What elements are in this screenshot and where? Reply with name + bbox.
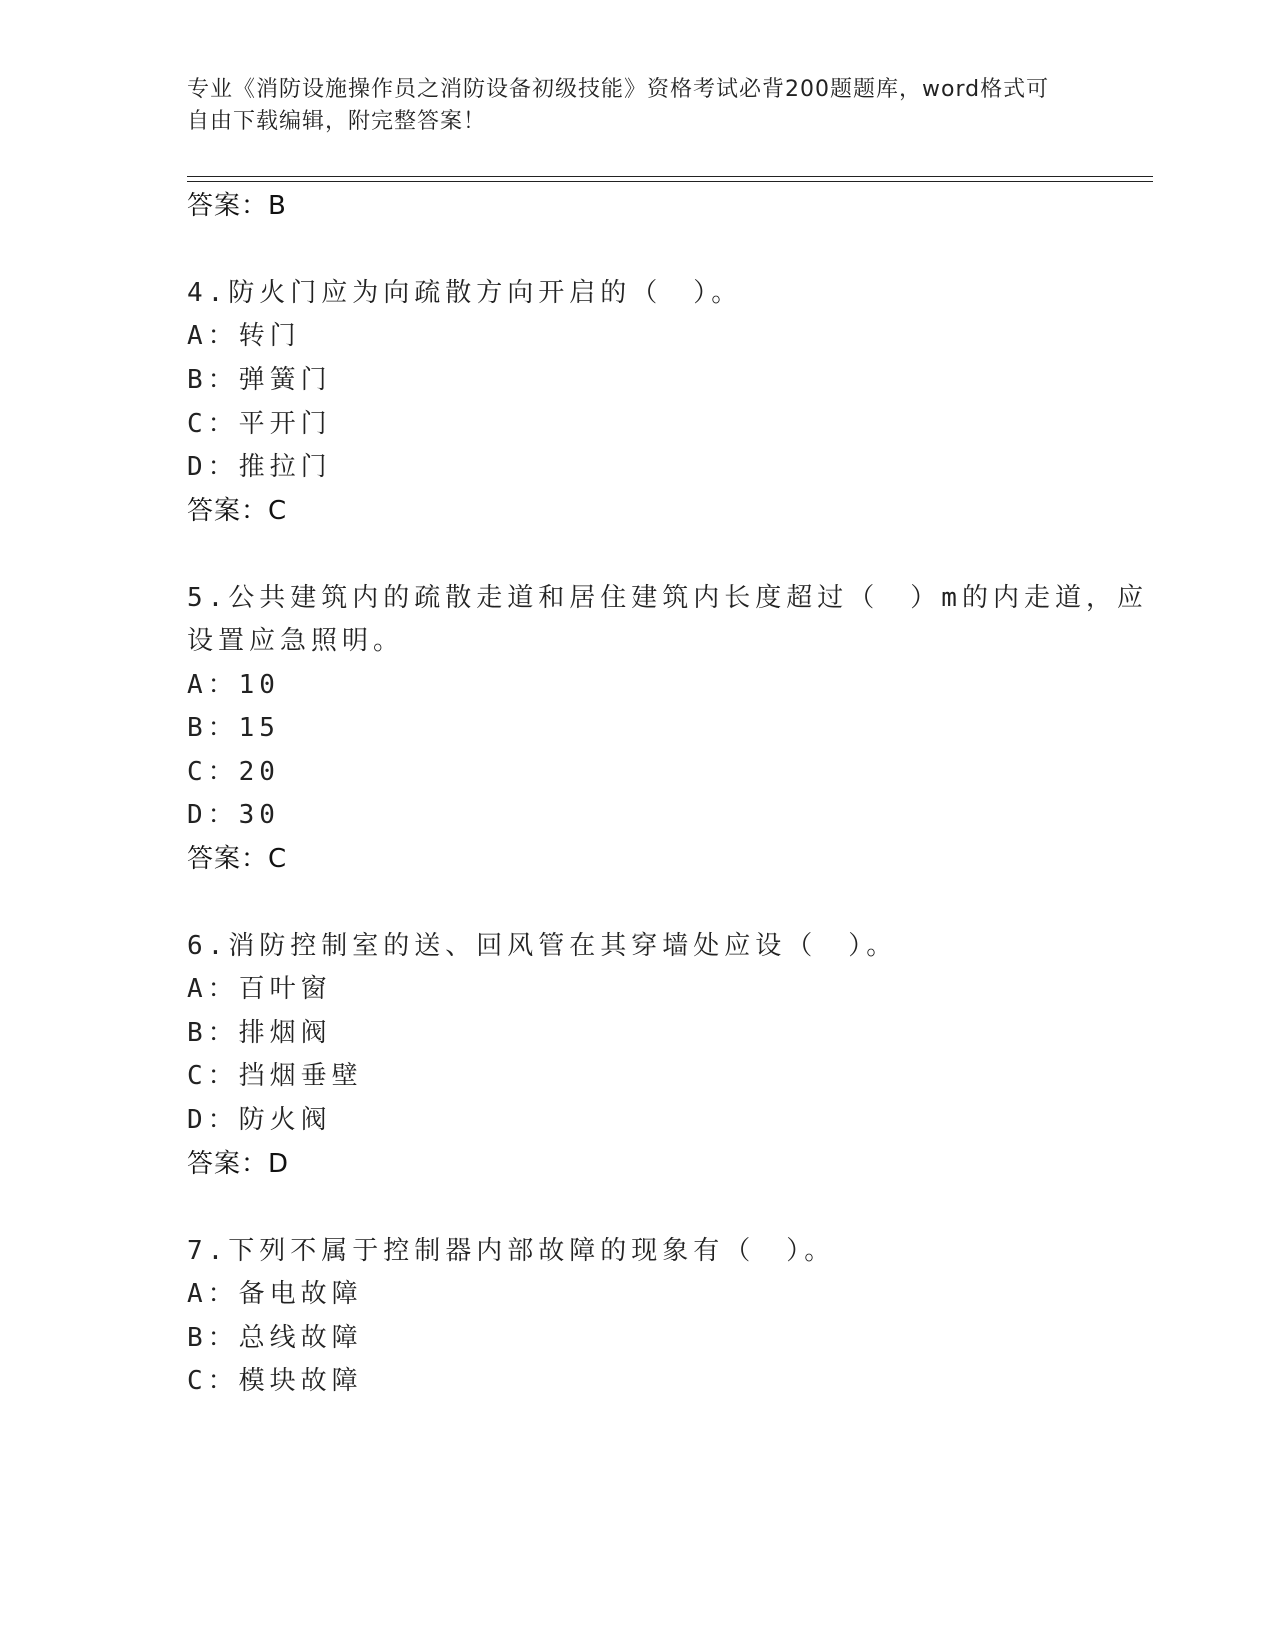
answer-q3: 答案：B <box>187 191 287 221</box>
question-7-stem: 7.下列不属于控制器内部故障的现象有（ ）。 <box>187 1236 836 1266</box>
question-6-option-c: C：挡烟垂壁 <box>187 1061 363 1091</box>
question-4-option-d: D：推拉门 <box>187 452 332 482</box>
question-5-stem: 5.公共建筑内的疏散走道和居住建筑内长度超过（ ）m的内走道，应 <box>187 583 1148 613</box>
question-4-stem: 4.防火门应为向疏散方向开启的（ ）。 <box>187 278 743 308</box>
header-rule-top <box>187 176 1153 177</box>
header-rule-bottom <box>187 181 1153 182</box>
question-5-option-b: B：15 <box>187 713 280 743</box>
question-4-option-b: B：弹簧门 <box>187 365 332 395</box>
question-5-stem-line2: 设置应急照明。 <box>187 626 405 656</box>
document-header: 专业《消防设施操作员之消防设备初级技能》资格考试必背200题题库，word格式可自由下载编辑，附完整答案！ <box>187 77 1050 134</box>
question-6-option-d: D：防火阀 <box>187 1105 332 1135</box>
question-4-answer: 答案：C <box>187 496 288 526</box>
question-7-option-a: A：备电故障 <box>187 1279 363 1309</box>
question-6-stem: 6.消防控制室的送、回风管在其穿墙处应设（ ）。 <box>187 931 898 961</box>
question-5-option-a: A：10 <box>187 670 280 700</box>
question-6-option-a: A：百叶窗 <box>187 974 332 1004</box>
question-6-answer: 答案：D <box>187 1149 290 1179</box>
question-7-option-c: C：模块故障 <box>187 1366 363 1396</box>
question-4-option-c: C：平开门 <box>187 409 332 439</box>
question-7-option-b: B：总线故障 <box>187 1323 363 1353</box>
question-4-option-a: A：转门 <box>187 321 301 351</box>
question-5-answer: 答案：C <box>187 844 288 874</box>
question-6-option-b: B：排烟阀 <box>187 1018 332 1048</box>
question-5-option-d: D：30 <box>187 800 280 830</box>
question-5-option-c: C：20 <box>187 757 280 787</box>
